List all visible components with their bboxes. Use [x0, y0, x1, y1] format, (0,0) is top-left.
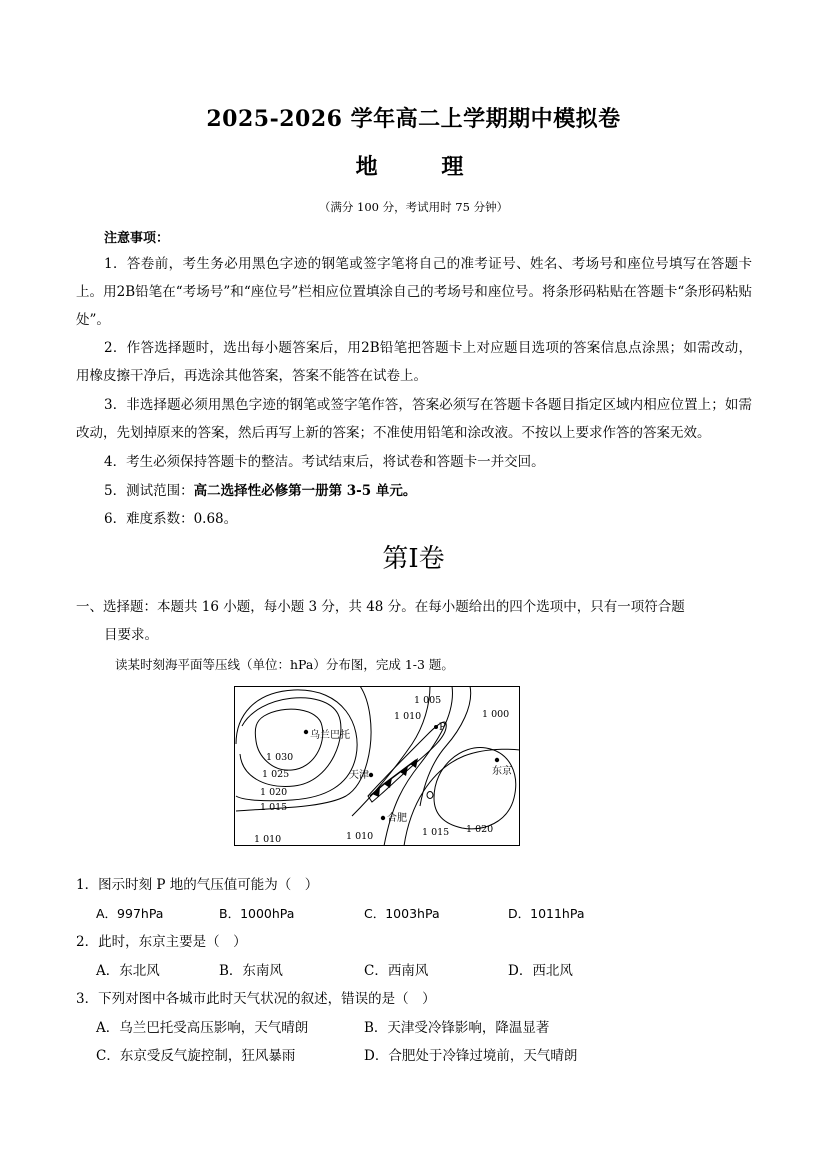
isobar-label: 1 015: [422, 827, 450, 838]
part1-header-line1: 一、选择题：本题共 16 小题，每小题 3 分，共 48 分。在每小题给出的四个选项中，只有一项符合题: [76, 599, 685, 615]
label-p: P: [439, 722, 446, 733]
isobar-label: 1 020: [466, 824, 494, 835]
question-2-stem: 2．此时，东京主要是（ ）: [76, 934, 247, 950]
note-item-5-prefix: 5．测试范围：: [104, 483, 194, 499]
question-3-stem: 3．下列对图中各城市此时天气状况的叙述，错误的是（ ）: [76, 991, 436, 1007]
isobar-label: 1 010: [394, 711, 422, 722]
subject-title: 地 理: [355, 154, 492, 180]
q3-option-b: B．天津受冷锋影响，降温显著: [364, 1020, 550, 1036]
isobar-label: 1 030: [266, 752, 294, 763]
q1-option-d: D．1011hPa: [508, 906, 585, 921]
q3-option-a: A．乌兰巴托受高压影响，天气晴朗: [96, 1020, 309, 1036]
question-1-stem: 1．图示时刻 P 地的气压值可能为（ ）: [76, 877, 319, 893]
label-ulanbator: 乌兰巴托: [310, 730, 350, 741]
city-dot-tianjin: [369, 773, 373, 777]
q2-option-c: C．西南风: [364, 963, 429, 979]
note-item-1: 1．答卷前，考生务必用黑色字迹的钢笔或签字笔将自己的准考证号、姓名、考场号和座位号填写在答题卡上。用2B铅笔在“考场号”和“座位号”栏相应位置填涂自己的考场号和座位号。将条形码粘贴在答题卡“条形码粘贴处”。: [76, 256, 752, 328]
isobar-label: 1 010: [254, 834, 282, 845]
label-hefei: 合肥: [387, 813, 407, 824]
q2-option-d: D．西北风: [508, 963, 573, 979]
note-item-5-range: 高二选择性必修第一册第 3-5 单元。: [193, 483, 417, 499]
part1-header-line2: 目要求。: [104, 627, 158, 643]
q2-option-b: B．东南风: [219, 963, 283, 979]
city-dot-ulanbator: [304, 730, 308, 734]
point-p-dot: [434, 725, 438, 729]
part1-header: [76, 593, 752, 649]
q1-option-a: A．997hPa: [96, 906, 164, 921]
q1-option-b: B．1000hPa: [219, 906, 295, 921]
city-dot-hefei: [381, 816, 385, 820]
isobar-label: 1 010: [346, 831, 374, 842]
label-tokyo: 东京: [492, 766, 512, 777]
section-title: 第Ⅰ卷: [382, 544, 445, 574]
note-item-4: 4．考生必须保持答题卡的整洁。考试结束后，将试卷和答题卡一并交回。: [104, 454, 545, 470]
isobar-label: 1 025: [262, 769, 290, 780]
exam-title: 2025-2026 学年高二上学期期中模拟卷: [206, 106, 621, 132]
isobar-map: [234, 686, 520, 846]
note-item-2: 2．作答选择题时，选出每小题答案后，用2B铅笔把答题卡上对应题目选项的答案信息点涂黑；如需改动，用橡皮擦干净后，再选涂其他答案，答案不能答在试卷上。: [76, 340, 752, 384]
q3-option-d: D．合肥处于冷锋过境前，天气晴朗: [364, 1048, 578, 1064]
q2-option-a: A．东北风: [96, 963, 160, 979]
city-dot-tokyo: [495, 758, 499, 762]
note-item-6: 6．难度系数：0.68。: [104, 511, 238, 527]
q1-option-c: C．1003hPa: [364, 906, 440, 921]
notes-heading: 注意事项：: [104, 231, 170, 246]
label-tianjin: 天津: [349, 770, 369, 781]
isobar-label: 1 015: [260, 802, 288, 813]
isobar-label: 1 000: [482, 709, 510, 720]
q3-option-c: C．东京受反气旋控制，狂风暴雨: [96, 1048, 296, 1064]
note-item-5: [76, 477, 752, 505]
note-item-3: 3．非选择题必须用黑色字迹的钢笔或签字笔作答，答案必须写在答题卡各题目指定区域内相应位置上；如需改动，先划掉原来的答案，然后再写上新的答案；不准使用铅笔和涂改液。不按以上要求作答的答案无效。: [76, 397, 752, 441]
map-intro: 读某时刻海平面等压线（单位：hPa）分布图，完成 1-3 题。: [115, 657, 454, 672]
isobar-label: 1 020: [260, 787, 288, 798]
exam-info: （满分 100 分，考试用时 75 分钟）: [318, 200, 509, 214]
isobar-label: 1 005: [414, 695, 442, 706]
